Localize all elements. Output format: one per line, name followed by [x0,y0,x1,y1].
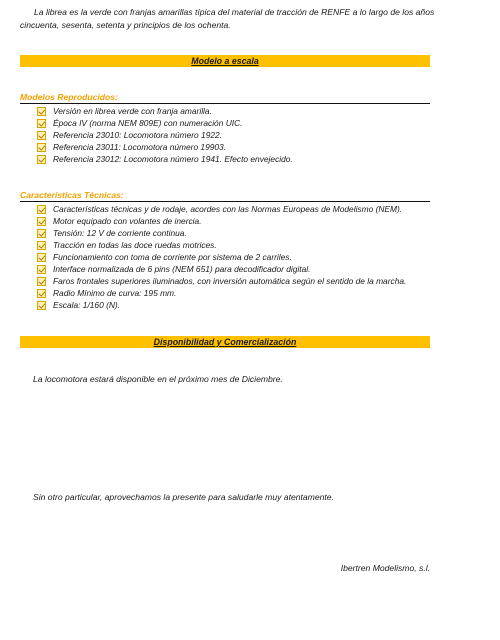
models-section-title: Modelos Reproducidos: [20,92,118,102]
checkbox-icon [37,119,46,128]
list-item [37,239,406,251]
model-banner [20,55,430,67]
availability-text: La locomotora estará disponible en el próximo mes de Diciembre. [33,374,283,384]
closing-text: Sin otro particular, aprovechamos la presente para saludarle muy atentamente. [33,492,334,502]
checkbox-icon [37,229,46,238]
list-item [37,215,406,227]
checkbox-icon [37,301,46,310]
list-item-text: Características técnicas y de rodaje, acordes con las Normas Europeas de Modelismo (NEM). [53,204,403,214]
list-item-text: Referencia 23012: Locomotora número 1941. Efecto envejecido. [53,154,293,164]
checkbox-icon [37,277,46,286]
checkbox-icon [37,107,46,116]
availability-banner [20,336,430,348]
models-list [37,105,293,165]
list-item [37,287,406,299]
list-item-text: Referencia 23011: Locomotora número 19903. [53,142,227,152]
availability-banner-title: Disponibilidad y Comercialización [153,337,297,347]
list-item [37,263,406,275]
list-item [37,299,406,311]
list-item-text: Escala: 1/160 (N). [53,300,121,310]
model-banner-title: Modelo a escala [191,56,259,66]
list-item [37,129,293,141]
list-item-text: Referencia 23010: Locomotora número 1922. [53,130,223,140]
list-item [37,203,406,215]
checkbox-icon [37,265,46,274]
list-item-text: Funcionamiento con toma de corriente por sistema de 2 carriles. [53,252,292,262]
specs-list [37,203,406,311]
company-signature: Ibertren Modelismo, s.l. [340,563,430,573]
list-item-text: Época IV (norma NEM 809E) con numeración UIC. [53,118,243,128]
list-item-text: Tracción en todas las doce ruedas motrices. [53,240,217,250]
checkbox-icon [37,241,46,250]
models-divider [20,103,430,104]
checkbox-icon [37,155,46,164]
specs-divider [20,201,430,202]
list-item-text: Motor equipado con volantes de inercia. [53,216,202,226]
checkbox-icon [37,289,46,298]
list-item [37,153,293,165]
list-item [37,141,293,153]
list-item [37,227,406,239]
list-item [37,275,406,287]
list-item [37,251,406,263]
checkbox-icon [37,131,46,140]
checkbox-icon [37,217,46,226]
specs-section-title: Características Técnicas: [20,190,124,200]
list-item-text: Radio Mínimo de curva: 195 mm. [53,288,177,298]
list-item [37,105,293,117]
intro-paragraph: La librea es la verde con franjas amarillas típica del material de tracción de RENFE a lo largo de los años cincuenta, sesenta, setenta y principios de los ochenta. [20,7,435,30]
list-item-text: Interface normalizada de 6 pins (NEM 651) para decodificador digital. [53,264,311,274]
list-item-text: Faros frontales superiores iluminados, con inversión automática según el sentido de la marcha. [53,276,407,286]
checkbox-icon [37,205,46,214]
checkbox-icon [37,253,46,262]
list-item-text: Versión en librea verde con franja amarilla. [53,106,212,116]
list-item-text: Tensión: 12 V de corriente continua. [53,228,187,238]
list-item [37,117,293,129]
checkbox-icon [37,143,46,152]
